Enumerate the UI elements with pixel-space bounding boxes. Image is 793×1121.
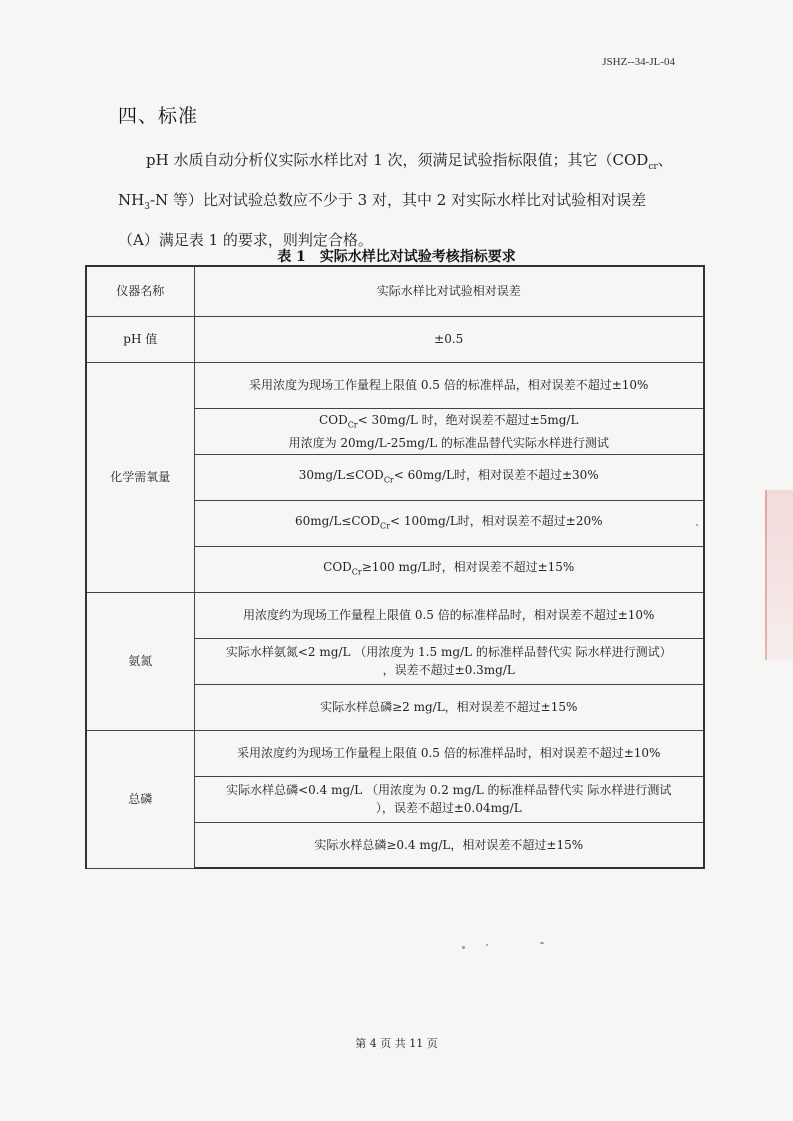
cell-subscript: Cr <box>383 475 394 485</box>
cell-text: ≥100 mg/L时，相对误差不超过±15% <box>361 559 575 574</box>
page-number: 第 4 页 共 11 页 <box>355 1037 438 1050</box>
cell-text: COD <box>323 559 352 574</box>
cod-criterion-5 <box>194 546 704 592</box>
cell-subscript: Cr <box>351 567 362 577</box>
table-row-nh-1 <box>86 592 704 638</box>
cell-text: 实际水样氨氮<2 mg/L （用浓度为 1.5 mg/L 的标准样品替代实 际水样进行测试） <box>225 645 672 660</box>
table-caption: 表 1 实际水样比对试验考核指标要求 <box>277 249 516 265</box>
cell-text: ），误差不超过±0.04mg/L <box>375 801 522 816</box>
total-phosphorus-criterion-1: 采用浓度约为现场工作量程上限值 0.5 倍的标准样品时，相对误差不超过±10% <box>194 730 704 776</box>
ph-name: pH 值 <box>86 316 194 362</box>
header-relative-error: 实际水样比对试验相对误差 <box>194 266 704 316</box>
cod-criterion-2 <box>194 408 704 454</box>
cod-criterion-3 <box>194 454 704 500</box>
cell-text: ，误差不超过±0.3mg/L <box>382 663 515 678</box>
cod-criterion-1: 采用浓度为现场工作量程上限值 0.5 倍的标准样品，相对误差不超过±10% <box>194 362 704 408</box>
total-phosphorus-criterion-3: 实际水样总磷≥0.4 mg/L，相对误差不超过±15% <box>194 822 704 868</box>
cod-name: 化学需氧量 <box>86 362 194 592</box>
scan-speck <box>462 946 465 949</box>
red-seal-stamp-edge <box>765 490 793 660</box>
ammonia-criterion-1: 用浓度约为现场工作量程上限值 0.5 倍的标准样品时，相对误差不超过±10% <box>194 592 704 638</box>
header-instrument-name: 仪器名称 <box>86 266 194 316</box>
paragraph-text: -N 等）比对试验总数应不少于 3 对，其中 2 对实际水样比对试验相对误差（A）满足表 1 的要求，则判定合格。 <box>118 191 647 249</box>
cell-text: COD <box>319 412 348 427</box>
scan-speck <box>540 942 544 944</box>
table-row-cod-1 <box>86 362 704 408</box>
cell-text: < 30mg/L 时，绝对误差不超过±5mg/L <box>357 412 579 427</box>
total-phosphorus-criterion-2 <box>194 776 704 822</box>
cell-text: 实际水样总磷<0.4 mg/L （用浓度为 0.2 mg/L 的标准样品替代实 际水样进行测试 <box>226 783 672 798</box>
scan-speck <box>486 944 488 946</box>
paragraph-subscript: 3 <box>144 202 150 212</box>
table-row-tp-1 <box>86 730 704 776</box>
total-phosphorus-name: 总磷 <box>86 730 194 868</box>
cell-subscript: Cr <box>380 521 390 531</box>
paragraph-subscript: cr <box>648 162 658 172</box>
cod-criterion-4 <box>194 500 704 546</box>
scan-speck <box>696 524 698 526</box>
ammonia-criterion-3: 实际水样总磷≥2 mg/L，相对误差不超过±15% <box>194 684 704 730</box>
paragraph-text: 、NH <box>118 151 673 209</box>
standard-paragraph <box>118 144 678 257</box>
table-row-ph <box>86 316 704 362</box>
paragraph-text: pH 水质自动分析仪实际水样比对 1 次，须满足试验指标限值；其它（COD <box>146 151 649 169</box>
cell-subscript: Cr <box>347 419 358 429</box>
cell-text: 60mg/L≤COD <box>294 513 380 528</box>
cell-text: 用浓度为 20mg/L-25mg/L 的标准品替代实际水样进行测试 <box>288 435 609 450</box>
ammonia-criterion-2 <box>194 638 704 684</box>
requirements-table <box>85 265 705 869</box>
table-header-row <box>86 266 704 316</box>
cell-text: < 60mg/L时，相对误差不超过±30% <box>393 467 599 482</box>
section-title: 四、标准 <box>118 105 199 127</box>
ph-value: ±0.5 <box>194 316 704 362</box>
cell-text: < 100mg/L时，相对误差不超过±20% <box>389 513 603 528</box>
ammonia-name: 氨氮 <box>86 592 194 730</box>
document-code: JSHZ--34-JL-04 <box>602 56 675 68</box>
cell-text: 30mg/L≤COD <box>298 467 384 482</box>
